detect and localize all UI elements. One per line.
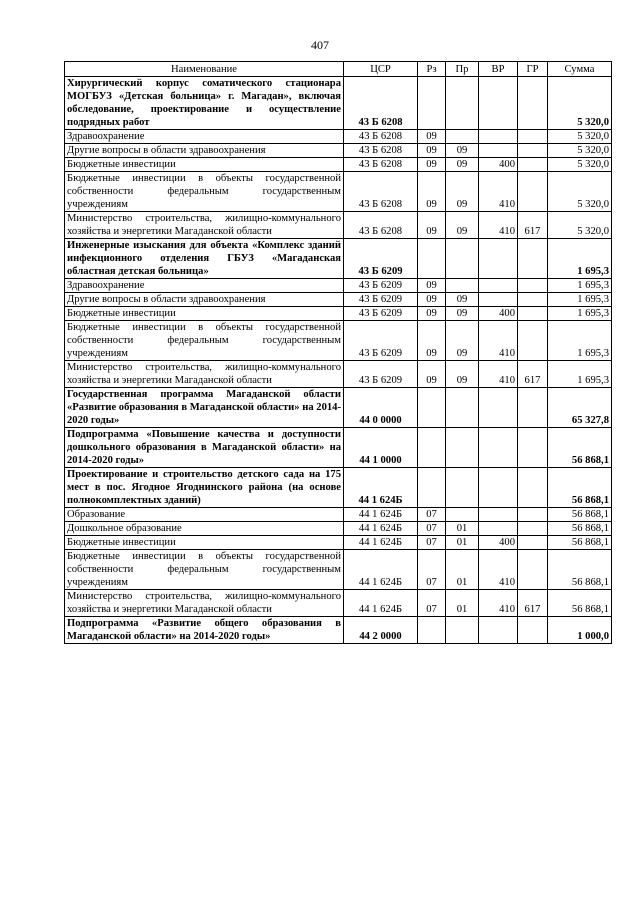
column-header-sum: Сумма [548,62,612,77]
cell-pr: 09 [446,158,479,172]
cell-sum: 1 695,3 [548,293,612,307]
cell-sum: 5 320,0 [548,144,612,158]
cell-vr [479,279,518,293]
cell-pr [446,130,479,144]
table-row [65,550,612,590]
cell-rz [418,428,446,468]
cell-gr: 617 [518,361,548,388]
table-body [65,77,612,644]
cell-sum: 56 868,1 [548,428,612,468]
cell-pr: 09 [446,361,479,388]
cell-vr [479,388,518,428]
cell-pr [446,508,479,522]
cell-sum: 56 868,1 [548,590,612,617]
cell-vr: 410 [479,172,518,212]
cell-vr [479,77,518,130]
cell-csr: 43 Б 6208 [344,144,418,158]
cell-sum: 5 320,0 [548,130,612,144]
cell-csr: 44 1 624Б [344,522,418,536]
cell-name: Бюджетные инвестиции в объекты государственной собственности федеральным государственным учреждениям [65,172,344,212]
cell-name: Бюджетные инвестиции [65,307,344,321]
cell-pr: 09 [446,307,479,321]
cell-gr [518,536,548,550]
cell-name: Образование [65,508,344,522]
cell-sum: 1 000,0 [548,617,612,644]
table-row [65,307,612,321]
cell-csr: 44 2 0000 [344,617,418,644]
cell-vr: 410 [479,212,518,239]
cell-csr: 43 Б 6209 [344,307,418,321]
cell-csr: 44 1 624Б [344,590,418,617]
cell-name: Государственная программа Магаданской области «Развитие образования в Магаданской области» на 2014-2020 годы» [65,388,344,428]
cell-sum: 1 695,3 [548,239,612,279]
table-row [65,617,612,644]
cell-rz: 09 [418,361,446,388]
cell-sum: 1 695,3 [548,361,612,388]
cell-pr: 09 [446,172,479,212]
cell-csr: 44 1 624Б [344,536,418,550]
cell-csr: 44 1 624Б [344,508,418,522]
cell-rz: 07 [418,536,446,550]
cell-rz [418,239,446,279]
cell-rz: 09 [418,293,446,307]
cell-gr [518,307,548,321]
cell-vr [479,239,518,279]
cell-name: Министерство строительства, жилищно-коммунального хозяйства и энергетики Магаданской области [65,361,344,388]
column-header-pr: Пр [446,62,479,77]
cell-rz: 09 [418,321,446,361]
cell-pr: 09 [446,212,479,239]
cell-vr: 400 [479,158,518,172]
cell-sum: 1 695,3 [548,321,612,361]
cell-sum: 5 320,0 [548,77,612,130]
cell-name: Бюджетные инвестиции [65,536,344,550]
table-row [65,536,612,550]
cell-gr: 617 [518,590,548,617]
cell-csr: 43 Б 6209 [344,361,418,388]
cell-gr [518,239,548,279]
cell-csr: 43 Б 6208 [344,212,418,239]
cell-pr: 01 [446,536,479,550]
cell-pr [446,388,479,428]
table-row [65,77,612,130]
cell-rz [418,388,446,428]
cell-sum: 56 868,1 [548,508,612,522]
cell-name: Подпрограмма «Повышение качества и доступности дошкольного образования в Магаданской области» на 2014-2020 годы» [65,428,344,468]
table-row [65,590,612,617]
page-number: 407 [311,38,329,52]
cell-rz: 09 [418,144,446,158]
column-header-rz: Рз [418,62,446,77]
cell-csr: 44 0 0000 [344,388,418,428]
column-header-name: Наименование [65,62,344,77]
column-header-vr: ВР [479,62,518,77]
cell-name: Другие вопросы в области здравоохранения [65,293,344,307]
cell-csr: 43 Б 6208 [344,130,418,144]
table-row [65,293,612,307]
cell-vr [479,508,518,522]
cell-rz: 07 [418,590,446,617]
table-row [65,522,612,536]
cell-gr [518,388,548,428]
cell-csr: 43 Б 6208 [344,77,418,130]
table-row [65,130,612,144]
cell-vr: 400 [479,307,518,321]
cell-name: Здравоохранение [65,279,344,293]
table-header-row [65,62,612,77]
cell-sum: 5 320,0 [548,158,612,172]
cell-name: Проектирование и строительство детского сада на 175 мест в пос. Ягодное Ягоднинского района (на основе полнокомплектных зданий) [65,468,344,508]
cell-rz: 07 [418,522,446,536]
cell-name: Здравоохранение [65,130,344,144]
cell-csr: 43 Б 6209 [344,293,418,307]
cell-rz: 09 [418,130,446,144]
cell-vr [479,293,518,307]
cell-sum: 5 320,0 [548,172,612,212]
cell-pr: 09 [446,321,479,361]
budget-table [64,61,612,644]
table-row [65,361,612,388]
cell-vr [479,617,518,644]
cell-csr: 44 1 624Б [344,468,418,508]
cell-pr: 01 [446,550,479,590]
cell-rz: 09 [418,212,446,239]
cell-rz: 09 [418,172,446,212]
cell-name: Подпрограмма «Развитие общего образования в Магаданской области» на 2014-2020 годы» [65,617,344,644]
cell-csr: 43 Б 6209 [344,279,418,293]
cell-csr: 44 1 624Б [344,550,418,590]
cell-sum: 5 320,0 [548,212,612,239]
cell-rz: 07 [418,508,446,522]
cell-sum: 1 695,3 [548,307,612,321]
cell-vr: 410 [479,361,518,388]
cell-csr: 43 Б 6209 [344,239,418,279]
cell-name: Дошкольное образование [65,522,344,536]
cell-pr [446,428,479,468]
cell-sum: 1 695,3 [548,279,612,293]
column-header-csr: ЦСР [344,62,418,77]
cell-name: Хирургический корпус соматического стационара МОГБУЗ «Детская больница» г. Магадан», включая обследование, проектирование и осуществление подрядных работ [65,77,344,130]
cell-vr [479,468,518,508]
cell-gr [518,144,548,158]
cell-pr [446,468,479,508]
cell-name: Инженерные изыскания для объекта «Комплекс зданий инфекционного отделения ГБУЗ «Магаданская областная детская больница» [65,239,344,279]
cell-name: Бюджетные инвестиции [65,158,344,172]
cell-pr: 01 [446,522,479,536]
cell-name: Министерство строительства, жилищно-коммунального хозяйства и энергетики Магаданской области [65,212,344,239]
cell-gr [518,279,548,293]
cell-pr: 01 [446,590,479,617]
cell-pr [446,239,479,279]
cell-pr [446,279,479,293]
cell-pr: 09 [446,144,479,158]
cell-vr: 410 [479,321,518,361]
cell-rz: 07 [418,550,446,590]
cell-gr [518,508,548,522]
cell-gr [518,172,548,212]
cell-gr [518,428,548,468]
table-row [65,172,612,212]
cell-rz [418,468,446,508]
cell-pr: 09 [446,293,479,307]
cell-vr [479,428,518,468]
table-row [65,468,612,508]
cell-gr [518,77,548,130]
cell-gr [518,550,548,590]
cell-sum: 56 868,1 [548,536,612,550]
cell-vr: 410 [479,550,518,590]
cell-gr [518,617,548,644]
cell-sum: 56 868,1 [548,522,612,536]
table-row [65,144,612,158]
cell-gr [518,293,548,307]
cell-name: Министерство строительства, жилищно-коммунального хозяйства и энергетики Магаданской области [65,590,344,617]
column-header-gr: ГР [518,62,548,77]
cell-vr: 400 [479,536,518,550]
cell-name: Бюджетные инвестиции в объекты государственной собственности федеральным государственным учреждениям [65,550,344,590]
cell-gr [518,321,548,361]
cell-gr [518,158,548,172]
cell-vr [479,144,518,158]
cell-csr: 43 Б 6208 [344,158,418,172]
cell-pr [446,77,479,130]
cell-sum: 56 868,1 [548,468,612,508]
cell-name: Бюджетные инвестиции в объекты государственной собственности федеральным государственным учреждениям [65,321,344,361]
cell-vr [479,130,518,144]
table-row [65,321,612,361]
cell-csr: 44 1 0000 [344,428,418,468]
cell-rz [418,617,446,644]
cell-rz [418,77,446,130]
table-row [65,279,612,293]
table-row [65,158,612,172]
table-row [65,212,612,239]
cell-vr: 410 [479,590,518,617]
cell-sum: 56 868,1 [548,550,612,590]
cell-sum: 65 327,8 [548,388,612,428]
table-row [65,388,612,428]
cell-gr [518,130,548,144]
cell-name: Другие вопросы в области здравоохранения [65,144,344,158]
table-row [65,239,612,279]
cell-rz: 09 [418,307,446,321]
table-row [65,508,612,522]
cell-csr: 43 Б 6208 [344,172,418,212]
cell-rz: 09 [418,158,446,172]
cell-gr [518,522,548,536]
cell-pr [446,617,479,644]
cell-rz: 09 [418,279,446,293]
cell-gr [518,468,548,508]
table-row [65,428,612,468]
cell-gr: 617 [518,212,548,239]
cell-csr: 43 Б 6209 [344,321,418,361]
cell-vr [479,522,518,536]
